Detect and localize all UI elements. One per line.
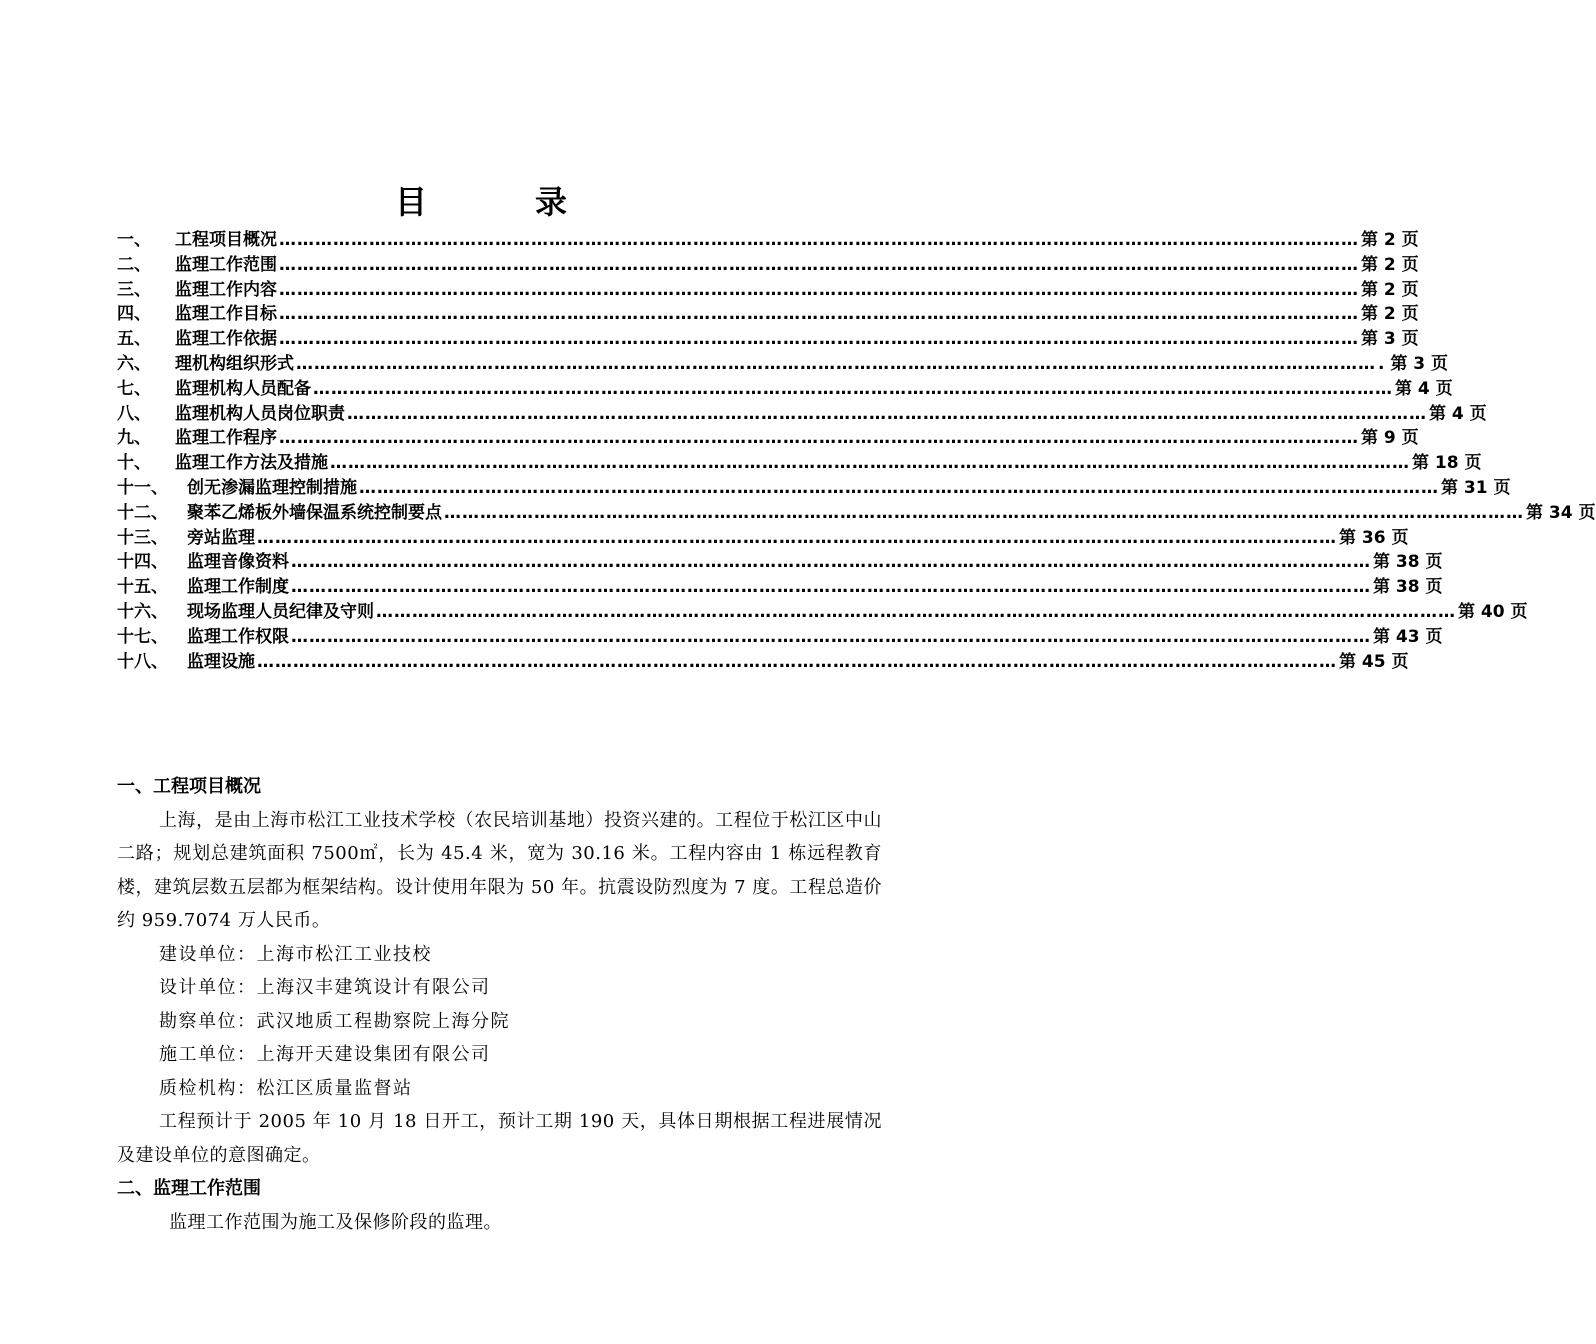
paragraph: 工程预计于 2005 年 10 月 18 日开工，预计工期 190 天，具体日期根据工程进展情况及建设单位的意图确定。 <box>117 1111 882 1166</box>
toc-entry-number: 十、 <box>117 453 151 474</box>
toc-leader-dots: ……………………………………………………………………………………………………………………………………………………………… <box>291 552 1371 573</box>
toc-entry <box>117 526 1409 551</box>
project-info-label: 勘察单位： <box>159 1010 257 1032</box>
toc-entry-page: 第 4 页 <box>1429 403 1487 424</box>
project-info-label: 设计单位： <box>159 977 257 998</box>
project-info-label: 质检机构： <box>159 1077 257 1099</box>
toc-entry <box>117 451 1482 476</box>
toc-entry-title: 现场监理人员纪律及守则 <box>187 601 374 622</box>
toc-leader-dots: ……………………………………………………………………………………………………………………………………………………………… <box>347 403 1427 424</box>
toc-entry-page: 第 40 页 <box>1458 601 1528 622</box>
toc-entry-page: 第 38 页 <box>1373 552 1443 573</box>
toc-entry-title: 监理设施 <box>187 651 255 672</box>
toc-leader-dots: ……………………………………………………………………………………………………………………………………………………………… <box>257 527 1337 548</box>
toc-leader-dots: ……………………………………………………………………………………………………………………………………………………………… <box>330 453 1410 474</box>
toc-entry-page: 第 2 页 <box>1361 254 1419 275</box>
toc-entry-title: 监理工作权限 <box>187 626 289 647</box>
section-heading: 一、工程项目概况 <box>117 776 261 797</box>
project-info-list <box>117 938 882 1106</box>
paragraph: 监理工作范围为施工及保修阶段的监理。 <box>169 1211 502 1233</box>
toc-entry-number: 十五、 <box>117 577 168 598</box>
toc-entry-number: 十二、 <box>117 502 168 523</box>
toc-entry <box>117 600 1528 625</box>
toc-entry <box>117 550 1443 575</box>
toc-entry-title: 工程项目概况 <box>175 230 277 250</box>
toc-leader-dots: ……………………………………………………………………………………………………………………………………………………………… <box>376 601 1456 622</box>
toc-entry <box>117 327 1419 352</box>
toc-entry-page: 第 2 页 <box>1361 279 1419 300</box>
toc-entry <box>117 377 1453 402</box>
toc-entry-number: 九、 <box>117 428 151 449</box>
toc-entry-number: 五、 <box>117 329 151 350</box>
toc-entry-page: 第 4 页 <box>1395 378 1453 399</box>
toc-entry-page: 第 43 页 <box>1373 626 1443 647</box>
toc-entry-page: 第 2 页 <box>1361 230 1419 250</box>
toc-entry <box>117 476 1511 501</box>
project-info-value: 武汉地质工程勘察院上海分院 <box>256 1010 510 1032</box>
toc-entry <box>117 501 1596 526</box>
project-info-line <box>117 971 882 1005</box>
toc-entry <box>117 650 1409 675</box>
paragraph: 上海，是由上海市松江工业技术学校（农民培训基地）投资兴建的。工程位于松江区中山二路；规划总建筑面积 7500㎡，长为 45.4 米，宽为 30.16 米。工程内容由 1 栋远程教育楼，建筑层数五层都为框架结构。设计使用年限为 50 年。抗震设防烈度为 7 度。工程总造价约 959.7074 万人民币。 <box>117 809 882 931</box>
toc-entry <box>117 575 1443 600</box>
toc-entry-title: 旁站监理 <box>187 527 255 548</box>
section-heading: 二、监理工作范围 <box>117 1178 261 1199</box>
toc-entry-title: 监理工作依据 <box>175 329 277 350</box>
project-info-value: 上海市松江工业技校 <box>256 943 432 965</box>
toc-entry-number: 四、 <box>117 304 151 325</box>
toc-title <box>395 180 615 224</box>
toc-entry-page: 第 34 页 <box>1526 502 1596 523</box>
toc-entry-title: 理机构组织形式 <box>175 353 294 374</box>
toc-entry-number: 二、 <box>117 254 151 275</box>
toc-entry-title: 监理机构人员配备 <box>175 378 311 399</box>
toc-entry <box>117 302 1419 327</box>
toc-entry-title: 监理工作内容 <box>175 279 277 300</box>
project-info-line <box>117 938 882 972</box>
toc-entry-number: 三、 <box>117 279 151 300</box>
toc-entry-number: 十一、 <box>117 477 168 498</box>
project-info-line <box>117 1038 882 1072</box>
toc-leader-dots: ……………………………………………………………………………………………………………………………………………………………… <box>313 378 1393 399</box>
toc-entry-page: 第 3 页 <box>1361 329 1419 350</box>
toc-entry-number: 十八、 <box>117 651 168 672</box>
toc-entry-page: 第 31 页 <box>1441 477 1511 498</box>
toc-entry-number: 十三、 <box>117 527 168 548</box>
toc-entry-number: 六、 <box>117 353 151 374</box>
toc-leader-dots: ……………………………………………………………………………………………………………………………………………………………… <box>291 577 1371 598</box>
toc-entry <box>117 402 1487 427</box>
toc-title-char-1: 目 <box>395 183 428 221</box>
table-of-contents <box>117 228 1596 674</box>
toc-leader-dots: ……………………………………………………………………………………………………………………………………………………………… <box>279 279 1359 300</box>
project-info-line <box>117 1072 882 1106</box>
toc-entry-title: 监理工作程序 <box>175 428 277 449</box>
toc-leader-dots: ……………………………………………………………………………………………………………………………………………………………… <box>279 254 1359 275</box>
toc-entry-title: 监理机构人员岗位职责 <box>175 403 345 424</box>
project-info-value: 松江区质量监督站 <box>256 1077 413 1099</box>
toc-entry-number: 十七、 <box>117 626 168 647</box>
toc-entry-number: 十四、 <box>117 552 168 573</box>
toc-entry-title: 监理工作制度 <box>187 577 289 598</box>
toc-entry-page: 第 36 页 <box>1339 527 1409 548</box>
toc-entry-title: 监理工作方法及措施 <box>175 453 328 474</box>
toc-entry-page: 第 45 页 <box>1339 651 1409 672</box>
toc-entry-page: 第 18 页 <box>1412 453 1482 474</box>
toc-leader-dots: ……………………………………………………………………………………………………………………………………………………………… <box>279 304 1359 325</box>
toc-entry <box>117 625 1443 650</box>
document-body <box>117 770 882 1239</box>
toc-leader-dots: ……………………………………………………………………………………………………………………………………………………………… <box>296 353 1376 374</box>
toc-leader-dots: ……………………………………………………………………………………………………………………………………………………………… <box>257 651 1337 672</box>
toc-entry <box>117 253 1419 278</box>
toc-leader-dots: ……………………………………………………………………………………………………………………………………………………………… <box>291 626 1371 647</box>
toc-leader-dots: ……………………………………………………………………………………………………………………………………………………………… <box>444 502 1524 523</box>
toc-entry-page: 第 38 页 <box>1373 577 1443 598</box>
toc-entry-number: 七、 <box>117 378 151 399</box>
project-info-label: 施工单位： <box>159 1044 257 1065</box>
toc-leader-dots: ……………………………………………………………………………………………………………………………………………………………… <box>279 428 1359 449</box>
toc-entry-number: 十六、 <box>117 601 168 622</box>
toc-entry-number: 八、 <box>117 403 151 424</box>
project-info-label: 建设单位： <box>159 943 257 965</box>
toc-entry-page: . 第 3 页 <box>1378 353 1449 374</box>
toc-entry-title: 监理工作目标 <box>175 304 277 325</box>
toc-entry-title: 创无渗漏监理控制措施 <box>187 477 357 498</box>
toc-entry-title: 聚苯乙烯板外墙保温系统控制要点 <box>187 502 442 523</box>
toc-entry <box>117 426 1419 451</box>
toc-entry <box>117 352 1449 377</box>
toc-entry <box>117 228 1419 253</box>
toc-entry-page: 第 9 页 <box>1361 428 1419 449</box>
toc-entry-title: 监理音像资料 <box>187 552 289 573</box>
project-info-value: 上海开天建设集团有限公司 <box>256 1044 491 1065</box>
toc-entry-number: 一、 <box>117 230 151 250</box>
toc-entry <box>117 278 1419 303</box>
toc-leader-dots: ……………………………………………………………………………………………………………………………………………………………… <box>279 329 1359 350</box>
project-info-value: 上海汉丰建筑设计有限公司 <box>256 977 491 998</box>
toc-leader-dots: ……………………………………………………………………………………………………………………………………………………………… <box>359 477 1439 498</box>
project-info-line <box>117 1005 882 1039</box>
toc-leader-dots: ……………………………………………………………………………………………………………………………………………………………… <box>279 230 1359 250</box>
toc-entry-page: 第 2 页 <box>1361 304 1419 325</box>
toc-entry-title: 监理工作范围 <box>175 254 277 275</box>
toc-title-char-2: 录 <box>535 183 568 221</box>
